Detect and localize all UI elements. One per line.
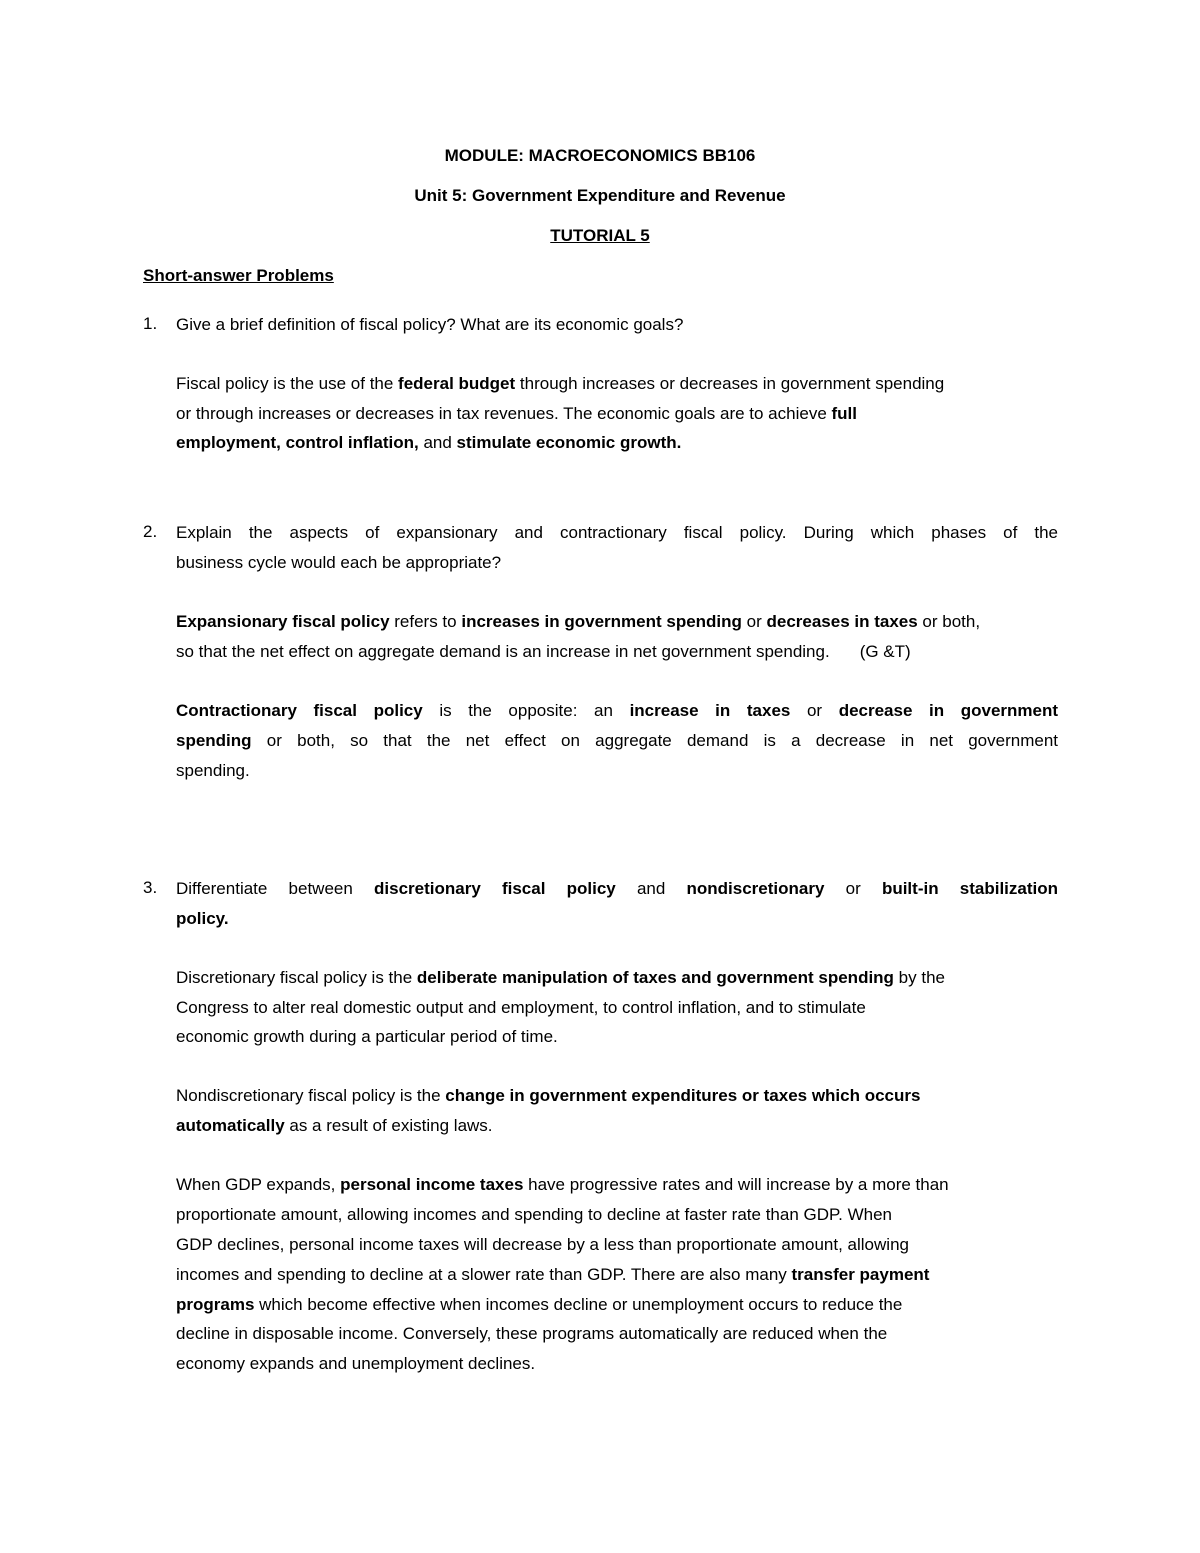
answer-2-contractionary-line-1: Contractionary fiscal policy is the opposite: an increase in taxes or decrease in government [176,701,1059,720]
answer-3-gdp-line-6: decline in disposable income. Conversely, these programs automatically are reduced when the [176,1324,888,1343]
tutorial-title: TUTORIAL 5 [550,226,650,245]
section-heading: Short-answer Problems [143,266,334,285]
question-1-text: Give a brief definition of fiscal policy? What are its economic goals? [176,315,684,334]
answer-3-gdp-line-3: GDP declines, personal income taxes will decrease by a less than proportionate amount, allowing [176,1235,909,1254]
answer-1-line-1: Fiscal policy is the use of the federal budget through increases or decreases in government spending [176,374,945,393]
answer-2-expansionary-line-1: Expansionary fiscal policy refers to increases in government spending or decreases in taxes or both, [176,612,981,631]
answer-2-contractionary-line-3: spending. [176,761,250,780]
question-3-line-1: Differentiate between discretionary fiscal policy and nondiscretionary or built-in stabilization [176,879,1059,898]
question-1-number: 1. [143,314,158,333]
answer-2-contractionary-line-2: spending or both, so that the net effect on aggregate demand is a decrease in net government [176,731,1058,750]
answer-3-gdp-line-1: When GDP expands, personal income taxes have progressive rates and will increase by a more than [176,1175,949,1194]
answer-3-nondiscretionary-line-1: Nondiscretionary fiscal policy is the change in government expenditures or taxes which occurs [176,1086,921,1105]
answer-3-nondiscretionary-line-2: automatically as a result of existing laws. [176,1116,493,1135]
question-3-line-2: policy. [176,909,229,928]
answer-1-line-3: employment, control inflation, and stimulate economic growth. [176,433,682,452]
question-2-line-1: Explain the aspects of expansionary and contractionary fiscal policy. During which phases of the [176,523,1058,542]
answer-3-gdp-line-4: incomes and spending to decline at a slower rate than GDP. There are also many transfer payment [176,1265,930,1284]
answer-3-discretionary-line-3: economic growth during a particular period of time. [176,1027,558,1046]
answer-3-gdp-line-5: programs which become effective when incomes decline or unemployment occurs to reduce the [176,1295,903,1314]
question-3-number: 3. [143,878,158,897]
question-2-line-2: business cycle would each be appropriate? [176,553,502,572]
answer-1-line-2: or through increases or decreases in tax revenues. The economic goals are to achieve full [176,404,857,423]
answer-3-discretionary-line-2: Congress to alter real domestic output and employment, to control inflation, and to stimulate [176,998,866,1017]
question-2-number: 2. [143,522,158,541]
answer-3-discretionary-line-1: Discretionary fiscal policy is the deliberate manipulation of taxes and government spending by the [176,968,945,987]
module-title: MODULE: MACROECONOMICS BB106 [444,146,756,165]
answer-3-gdp-line-7: economy expands and unemployment declines. [176,1354,536,1373]
unit-title: Unit 5: Government Expenditure and Revenue [414,186,786,205]
answer-2-expansionary-line-2: so that the net effect on aggregate demand is an increase in net government spending. (G &T) [176,642,911,661]
answer-3-gdp-line-2: proportionate amount, allowing incomes and spending to decline at faster rate than GDP. When [176,1205,893,1224]
